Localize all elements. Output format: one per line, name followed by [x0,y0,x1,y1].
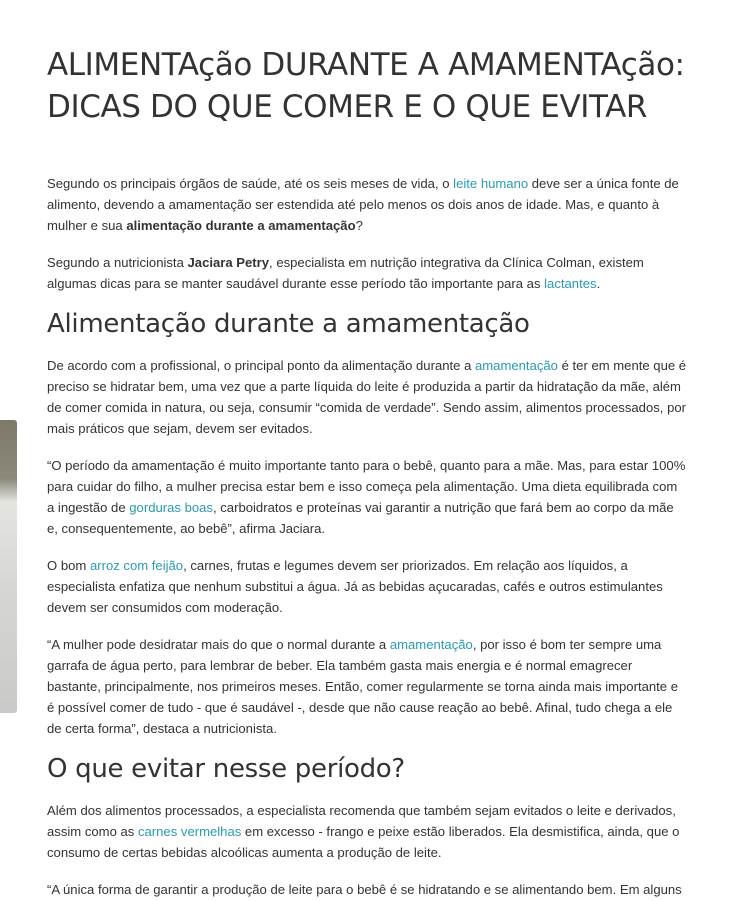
link-arroz-com-feijao[interactable]: arroz com feijão [89,558,184,573]
link-lactantes[interactable]: lactantes [544,276,597,291]
paragraph-text: Segundo os principais órgãos de saúde, até os seis meses de vida, o [47,176,454,191]
paragraph-intro [47,173,687,236]
section-heading-evitar: O que evitar nesse período? [47,754,405,784]
section-heading-alimentacao: Alimentação durante a amamentação [47,309,530,339]
paragraph-nutritionist [47,252,687,294]
paragraph-text: , por isso é bom ter sempre uma garrafa de água perto, para lembrar de beber. Ela também gasta mais energia e é normal emagrecer bastante, principalmente, nos primeiros meses. Então, comer regularmente se torna ainda mais importante e é possível comer de tudo - que é saudável -, desde que não cause reação ao bebê. Afinal, tudo chega a ele de certa forma”, destaca a nutricionista. [47,637,678,736]
paragraph-text: , carboidratos e proteínas vai garantir a nutrição que fará bem ao corpo da mãe e, consequentemente, ao bebê”, afirma Jaciara. [47,500,674,536]
paragraph-text: “A mulher pode desidratar mais do que o normal durante a [47,637,390,652]
paragraph-arroz-feijao [47,555,687,618]
link-gorduras-boas[interactable]: gorduras boas [129,500,213,515]
link-amamentacao[interactable]: amamentação [474,358,558,373]
paragraph-text: “O período da amamentação é muito importante tanto para o bebê, quanto para a mãe. Mas, para estar 100% para cuidar do filho, a mulher precisa estar bem e isso começa pela alimentação. Uma dieta equilibrada com a ingestão de [47,458,686,515]
link-amamentacao-2[interactable]: amamentação [389,637,473,652]
bold-text: alimentação durante a amamentação [126,218,356,233]
link-carnes-vermelhas[interactable]: carnes vermelhas [137,824,242,839]
paragraph-hidratacao [47,355,687,439]
paragraph-quote-producao [47,879,687,900]
paragraph-text: em excesso - frango e peixe estão liberados. Ela desmistifica, ainda, que o consumo de certas bebidas alcoólicas aumenta a produção de leite. [47,824,680,860]
article [47,44,687,900]
paragraph-text: “A única forma de garantir a produção de leite para o bebê é se hidratando e se alimentando bem. Em alguns [47,882,682,897]
paragraph-text: Além dos alimentos processados, a especialista recomenda que também sejam evitados o leite e derivados, assim como as [47,803,676,839]
paragraph-evitar [47,800,687,863]
paragraph-quote-periodo [47,455,687,539]
paragraph-text: , carnes, frutas e legumes devem ser priorizados. Em relação aos líquidos, a especialista enfatiza que nenhum substitui a água. Já as bebidas açucaradas, cafés e outros estimulantes devem ser consumidos com moderação. [47,558,663,615]
paragraph-text: é ter em mente que é preciso se hidratar bem, uma vez que a parte líquida do leite é produzida a partir da hidratação da mãe, além de comer comida in natura, ou seja, consumir “comida de verdade”. Sendo assim, alimentos processados, por mais práticos que sejam, devem ser evitados. [47,358,687,436]
paragraph-text: De acordo com a profissional, o principal ponto da alimentação durante a [47,358,475,373]
side-image-fragment [0,420,17,713]
paragraph-text: ? [355,218,363,233]
paragraph-text: . [596,276,601,291]
paragraph-text: deve ser a única fonte de alimento, devendo a amamentação ser estendida até pelo menos os dois anos de idade. Mas, e quanto à mulher e sua [47,176,679,233]
paragraph-text: , especialista em nutrição integrativa da Clínica Colman, existem algumas dicas para se manter saudável durante esse período tão importante para as [47,255,644,291]
link-leite-humano[interactable]: leite humano [453,176,529,191]
paragraph-text: Segundo a nutricionista [47,255,188,270]
article-title: ALIMENTAção DURANTE A AMAMENTAção: DICAS DO QUE COMER E O QUE EVITAR [47,47,685,125]
paragraph-quote-desidratar [47,634,687,739]
bold-text: Jaciara Petry [187,255,270,270]
paragraph-text: O bom [47,558,90,573]
